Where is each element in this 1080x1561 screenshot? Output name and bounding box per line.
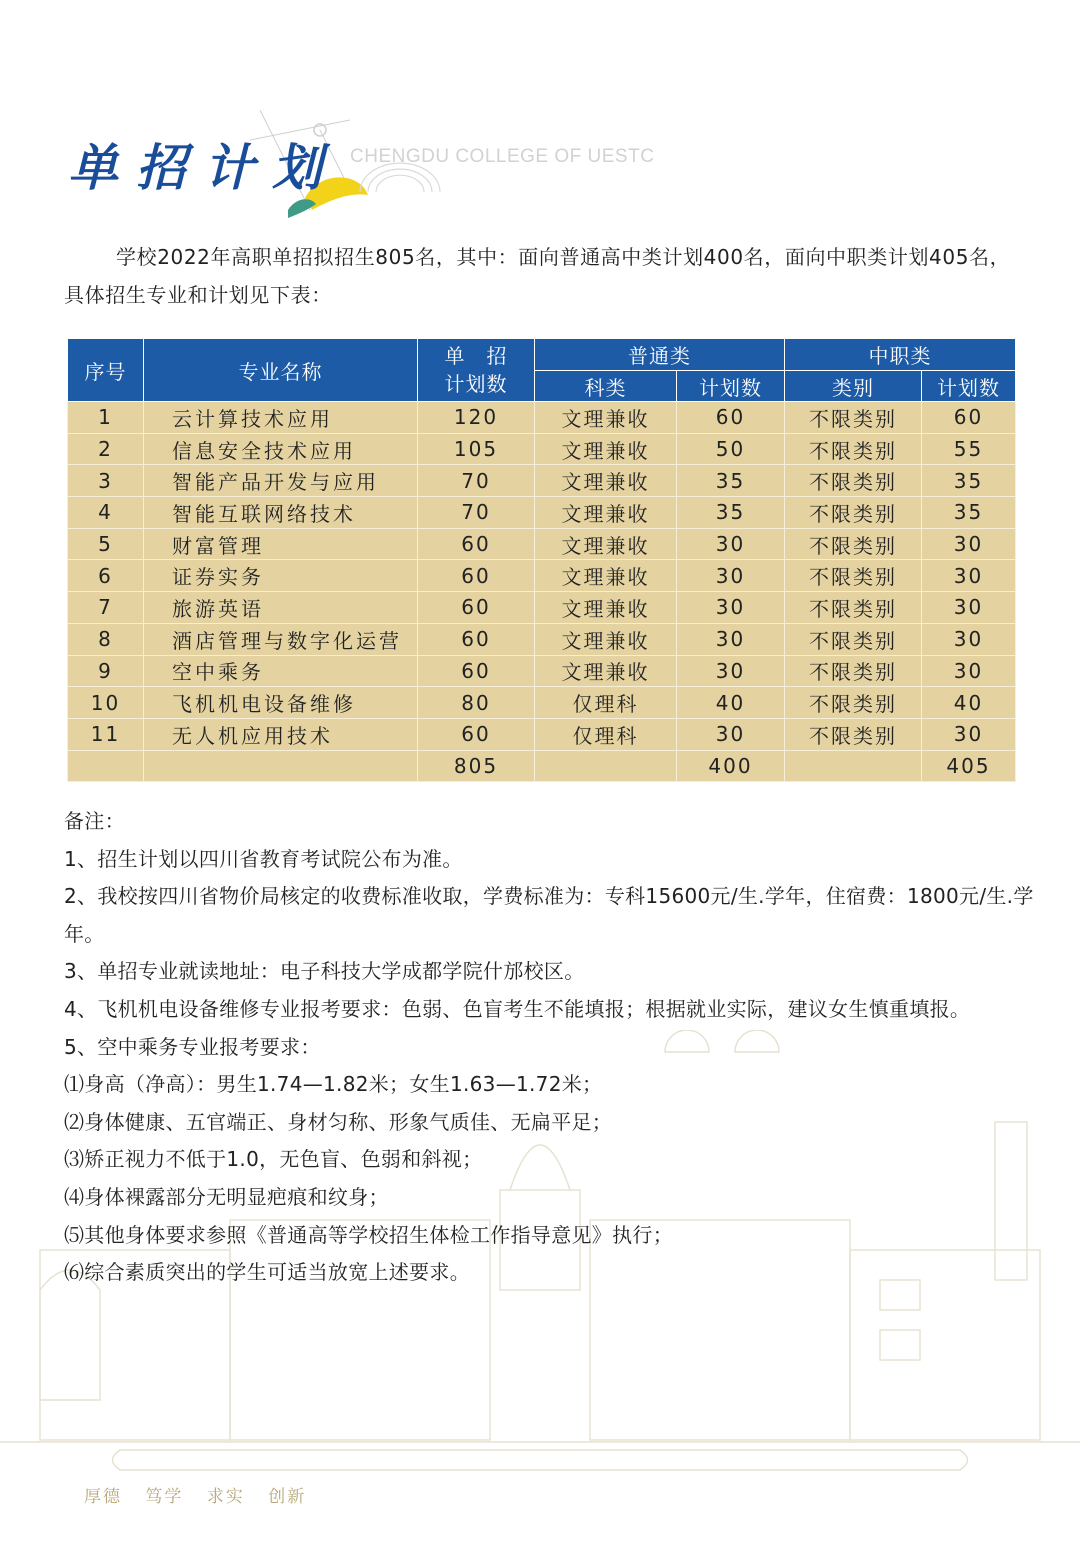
total-row-seq	[68, 750, 144, 782]
cell-v-cat: 不限类别	[785, 560, 922, 592]
cell-g-subject: 文理兼收	[535, 560, 677, 592]
cell-v-cat: 不限类别	[785, 465, 922, 497]
table-row	[68, 592, 1016, 624]
header-vocational: 中职类	[785, 339, 1016, 371]
cell-v-cat: 不限类别	[785, 433, 922, 465]
cell-g-subject: 文理兼收	[535, 402, 677, 434]
header-vocational-plan: 计划数	[922, 371, 1016, 402]
header-total-line2: 计划数	[444, 372, 508, 396]
note-item: ⑴身高（净高）：男生1.74—1.82米；女生1.63—1.72米；	[64, 1072, 603, 1097]
cell-v-plan: 30	[922, 560, 1016, 592]
cell-v-cat: 不限类别	[785, 592, 922, 624]
header-seq: 序号	[68, 339, 144, 402]
cell-v-plan: 40	[922, 687, 1016, 719]
cell-v-plan: 35	[922, 497, 1016, 529]
cell-major: 智能互联网络技术	[144, 497, 418, 529]
cell-g-subject: 文理兼收	[535, 433, 677, 465]
cell-g-subject: 仅理科	[535, 718, 677, 750]
notes-list	[64, 841, 1034, 1292]
cell-major: 智能产品开发与应用	[144, 465, 418, 497]
cell-g-plan: 30	[677, 655, 785, 687]
cell-g-plan: 50	[677, 433, 785, 465]
total-row-subject	[535, 750, 677, 782]
cell-g-subject: 文理兼收	[535, 465, 677, 497]
cell-major: 云计算技术应用	[144, 402, 418, 434]
cell-seq: 10	[68, 687, 144, 719]
cell-v-plan: 30	[922, 718, 1016, 750]
cell-total: 105	[418, 433, 535, 465]
cell-major: 空中乘务	[144, 655, 418, 687]
cell-g-subject: 文理兼收	[535, 655, 677, 687]
cell-v-plan: 30	[922, 655, 1016, 687]
cell-g-plan: 30	[677, 528, 785, 560]
cell-major: 飞机机电设备维修	[144, 687, 418, 719]
cell-seq: 2	[68, 433, 144, 465]
cell-v-plan: 30	[922, 623, 1016, 655]
header-total	[418, 339, 535, 402]
motto-word: 求实	[206, 1487, 245, 1507]
cell-total: 60	[418, 655, 535, 687]
cell-g-plan: 35	[677, 497, 785, 529]
notes-section	[64, 803, 1034, 1292]
note-item: ⑶矫正视力不低于1.0，无色盲、色弱和斜视；	[64, 1147, 483, 1172]
header-general: 普通类	[535, 339, 785, 371]
note-item: ⑵身体健康、五官端正、身材匀称、形象气质佳、无扁平足；	[64, 1109, 613, 1134]
cell-major: 财富管理	[144, 528, 418, 560]
total-vocational-plan: 405	[922, 750, 1016, 782]
cell-v-plan: 35	[922, 465, 1016, 497]
cell-v-cat: 不限类别	[785, 623, 922, 655]
total-row-category	[785, 750, 922, 782]
cell-total: 70	[418, 465, 535, 497]
cell-total: 120	[418, 402, 535, 434]
table-row	[68, 655, 1016, 687]
table-row	[68, 497, 1016, 529]
cell-seq: 1	[68, 402, 144, 434]
total-cell: 805	[418, 750, 535, 782]
cell-total: 60	[418, 560, 535, 592]
motto-word: 创新	[268, 1487, 307, 1507]
notes-heading: 备注：	[64, 809, 125, 833]
cell-seq: 11	[68, 718, 144, 750]
table-row	[68, 528, 1016, 560]
cell-g-plan: 40	[677, 687, 785, 719]
enrollment-plan-table	[67, 338, 1016, 782]
cell-major: 旅游英语	[144, 592, 418, 624]
cell-v-cat: 不限类别	[785, 402, 922, 434]
header-major: 专业名称	[144, 339, 418, 402]
cell-v-cat: 不限类别	[785, 687, 922, 719]
cell-g-plan: 60	[677, 402, 785, 434]
cell-v-cat: 不限类别	[785, 528, 922, 560]
cell-g-subject: 文理兼收	[535, 592, 677, 624]
table-row	[68, 687, 1016, 719]
cell-v-cat: 不限类别	[785, 497, 922, 529]
note-item: 4、飞机机电设备维修专业报考要求：色弱、色盲考生不能填报；根据就业实际，建议女生慎重填报。	[64, 996, 971, 1021]
cell-seq: 3	[68, 465, 144, 497]
cell-g-subject: 文理兼收	[535, 497, 677, 529]
cell-g-plan: 30	[677, 623, 785, 655]
note-item: ⑹综合素质突出的学生可适当放宽上述要求。	[64, 1260, 470, 1285]
cell-g-plan: 30	[677, 718, 785, 750]
header-vocational-category: 类别	[785, 371, 922, 402]
note-item: 1、招生计划以四川省教育考试院公布为准。	[64, 846, 463, 871]
table-row	[68, 433, 1016, 465]
cell-total: 70	[418, 497, 535, 529]
note-item: ⑷身体裸露部分无明显疤痕和纹身；	[64, 1184, 389, 1209]
college-name: CHENGDU COLLEGE OF UESTC	[350, 146, 655, 167]
table-row	[68, 465, 1016, 497]
table-row	[68, 402, 1016, 434]
cell-seq: 4	[68, 497, 144, 529]
cell-total: 80	[418, 687, 535, 719]
total-row-major	[144, 750, 418, 782]
cell-v-plan: 30	[922, 528, 1016, 560]
cell-total: 60	[418, 528, 535, 560]
cell-g-plan: 30	[677, 560, 785, 592]
cell-g-subject: 文理兼收	[535, 623, 677, 655]
cell-total: 60	[418, 592, 535, 624]
table-row	[68, 560, 1016, 592]
cell-major: 酒店管理与数字化运营	[144, 623, 418, 655]
cell-total: 60	[418, 623, 535, 655]
note-item: 3、单招专业就读地址：电子科技大学成都学院什邡校区。	[64, 959, 585, 984]
note-item: ⑸其他身体要求参照《普通高等学校招生体检工作指导意见》执行；	[64, 1222, 673, 1247]
cell-major: 信息安全技术应用	[144, 433, 418, 465]
table-row	[68, 623, 1016, 655]
total-general-plan: 400	[677, 750, 785, 782]
note-item: 5、空中乘务专业报考要求：	[64, 1034, 321, 1059]
school-motto	[84, 1482, 322, 1507]
note-item: 2、我校按四川省物价局核定的收费标准收取，学费标准为：专科15600元/生.学年，住宿费：1800元/生.学年。	[64, 884, 1034, 946]
motto-word: 厚德	[84, 1487, 122, 1507]
cell-v-plan: 30	[922, 592, 1016, 624]
cell-g-plan: 35	[677, 465, 785, 497]
motto-word: 笃学	[145, 1487, 184, 1507]
cell-seq: 6	[68, 560, 144, 592]
header-general-plan: 计划数	[677, 371, 785, 402]
cell-v-plan: 60	[922, 402, 1016, 434]
page-title: 单招计划	[68, 138, 340, 197]
header-general-subject: 科类	[535, 371, 677, 402]
cell-g-subject: 文理兼收	[535, 528, 677, 560]
cell-major: 无人机应用技术	[144, 718, 418, 750]
intro-paragraph: 学校2022年高职单招拟招生805名，其中：面向普通高中类计划400名，面向中职类计划405名，具体招生专业和计划见下表：	[64, 245, 1011, 307]
cell-seq: 9	[68, 655, 144, 687]
cell-g-subject: 仅理科	[535, 687, 677, 719]
cell-seq: 8	[68, 623, 144, 655]
header-total-line1: 单 招	[444, 344, 508, 368]
cell-seq: 5	[68, 528, 144, 560]
cell-v-plan: 55	[922, 433, 1016, 465]
table-row	[68, 718, 1016, 750]
cell-v-cat: 不限类别	[785, 718, 922, 750]
cell-major: 证券实务	[144, 560, 418, 592]
cell-total: 60	[418, 718, 535, 750]
cell-v-cat: 不限类别	[785, 655, 922, 687]
cell-seq: 7	[68, 592, 144, 624]
cell-g-plan: 30	[677, 592, 785, 624]
